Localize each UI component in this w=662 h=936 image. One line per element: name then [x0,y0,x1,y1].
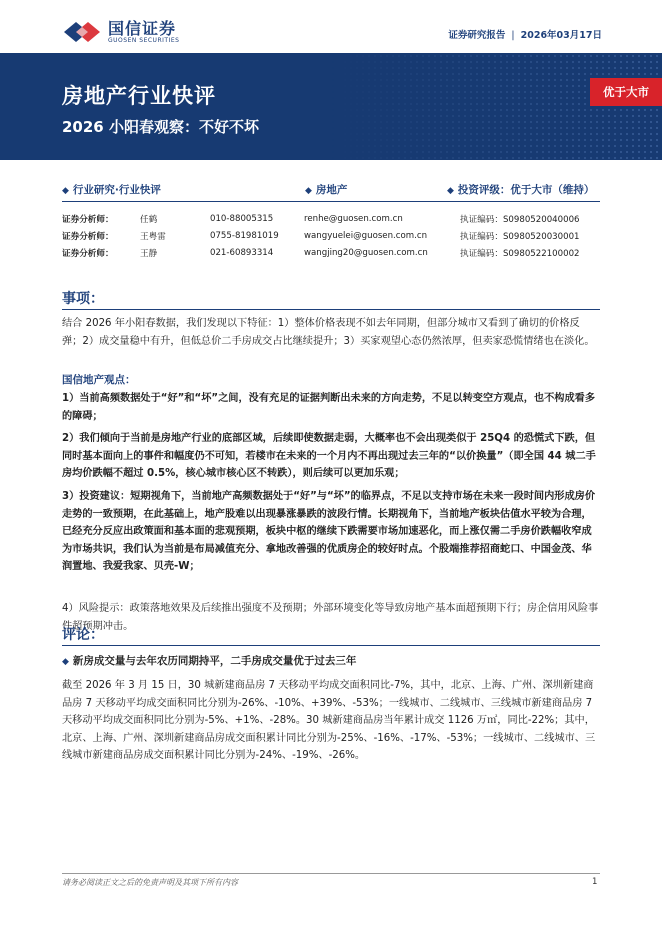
analyst-phone: 010-88005315 [210,213,274,224]
analyst-label: 证券分析师： [62,214,114,225]
report-category-label: 行业研究·行业快评 [72,184,161,196]
comment-body: 截至 2026 年 3 月 15 日，30 城新建商品房 7 天移动平均成交面积同比-7%，其中，北京、上海、广州、深圳新建商品房 7 天移动平均成交面积同比分别为-26%、-10%、+39%、-53%；一线城市、二线城市、三线城市新建商品房 7 天移动平均成交面积同比分别为-5%、+1%、-28%。30 城新建商品房当年累计成交 1126 万㎡，同比-22%；其中，北京、上海、广州、深圳新建商品房成交面积累计同比分别为-25%、-16%、-17%、-53%；一线城市、二线城市、三线城市新建商品房成交面积累计同比分别为-24%、-19%、-26%。 [62,680,596,761]
analyst-name: 王静 [140,248,158,259]
banner-dot-pattern [330,53,662,160]
report-sector-label: 房地产 [315,184,348,196]
analyst-name: 王粤雷 [140,231,166,242]
report-category [62,182,161,197]
analyst-table [62,210,600,261]
footer-divider [62,873,600,874]
view-heading: 国信地产观点： [62,374,136,386]
events-heading: 事项： [62,291,104,307]
analyst-row [62,244,600,261]
meta-separator: | [511,30,515,41]
analyst-cert: 执证编码：S0980522100002 [460,248,580,259]
analyst-name: 任鹤 [140,214,158,225]
analyst-email[interactable]: renhe@guosen.com.cn [304,213,403,224]
report-meta [448,27,602,41]
analyst-label: 证券分析师： [62,248,114,259]
view-point-2: 2）我们倾向于当前是房地产行业的底部区域，后续即使数据走弱，大概率也不会出现类似于 25Q4 的恐慌式下跌，但同时基本面向上的事件和幅度仍不可知，若楼市在未来的一个月内不再出现过去三年的“以价换量”（即全国 44 城二手房均价跌幅不超过 0.5%，核心城市核心区不转跌），则后续可以更加乐观； [62,433,596,479]
analyst-row [62,210,600,227]
brand-name-cn: 国信证券 [108,19,177,38]
diamond-icon: ◆ [305,186,312,196]
guosen-logo-icon [62,18,102,44]
comment-divider [62,645,600,646]
brand-name-en: GUOSEN SECURITIES [108,37,180,44]
analyst-phone: 0755-81981019 [210,230,279,241]
report-title: 房地产行业快评 [62,84,216,108]
diamond-icon: ◆ [62,186,69,196]
comment-heading: 评论： [62,627,104,643]
analyst-email[interactable]: wangyuelei@guosen.com.cn [304,230,428,241]
disclaimer-note: 请务必阅读正文之后的免责声明及其项下所有内容 [62,878,238,887]
view-point-3: 3）投资建议：短期视角下，当前地产高频数据处于“好”与“坏”的临界点，不足以支持市场在未来一段时间内形成房价走势的一致预期，在此基础上，地产股难以出现暴涨暴跌的波段行情。长期视角下，当前地产板块估值水平较为合理，已经充分反应出政策面和基本面的悲观预期，板块中枢的继续下跌需要市场加速恶化，而上涨仅需二手房价跌幅收窄成为市场共识，我们认为当前是布局减值充分、拿地改善强的优质房企的较好时点。个股端推荐招商蛇口、中国金茂、华润置地、我爱我家、贝壳-W； [62,491,596,572]
analyst-cert: 执证编码：S0980520030001 [460,231,580,242]
info-divider [62,201,600,202]
analyst-row [62,227,600,244]
report-sector [305,182,347,197]
investment-rating-label: 投资评级：优于大市（维持） [457,184,595,196]
comment-bullet [62,653,356,668]
view-point-1: 1）当前高频数据处于“好”和“坏”之间，没有充足的证据判断出未来的方向走势，不足以转变空方观点，也不构成看多的障碍； [62,393,596,422]
diamond-icon: ◆ [447,186,454,196]
report-subtitle: 2026 小阳春观察：不好不坏 [62,118,259,136]
report-type: 证券研究报告 [448,30,506,41]
events-intro: 结合 2026 年小阳春数据，我们发现以下特征：1）整体价格表现不如去年同期，但部分城市又看到了确切的价格反弹；2）成交量稳中有升，但低总价二手房成交占比继续提升；3）买家观望心态仍然浓厚，但卖家恐慌情绪也在淡化。 [62,318,595,347]
rating-tag: 优于大市 [590,78,662,106]
risk-warning: 4）风险提示：政策落地效果及后续推出强度不及预期；外部环境变化等导致房地产基本面超预期下行；房企信用风险事件超预期冲击。 [62,603,599,632]
report-date: 2026年03月17日 [520,30,602,41]
events-divider [62,309,600,310]
analyst-cert: 执证编码：S0980520040006 [460,214,580,225]
diamond-icon: ◆ [62,657,69,667]
analyst-email[interactable]: wangjing20@guosen.com.cn [304,247,428,258]
page-number: 1 [592,877,598,887]
analyst-label: 证券分析师： [62,231,114,242]
investment-rating [447,182,594,197]
analyst-phone: 021-60893314 [210,247,274,258]
comment-bullet-label: 新房成交量与去年农历同期持平，二手房成交量优于过去三年 [72,655,357,667]
